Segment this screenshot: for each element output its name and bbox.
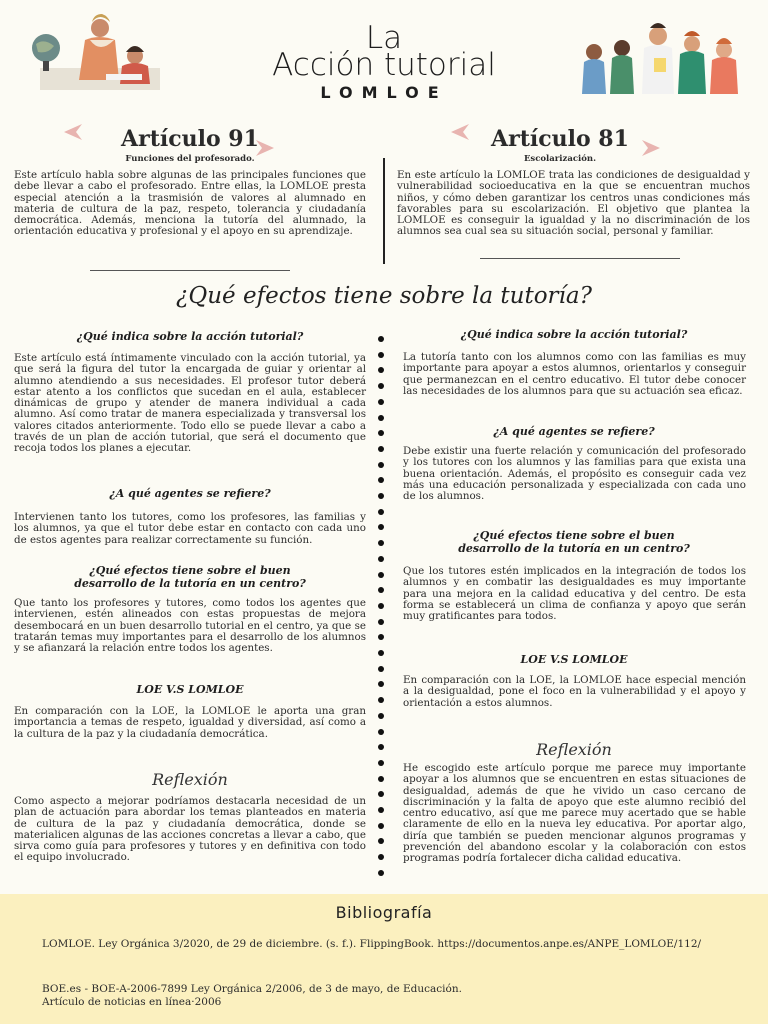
divider-dot xyxy=(378,430,384,436)
articulo-81-subtitle: Escolarización. xyxy=(523,154,597,164)
right-heading-agentes: ¿A qué agentes se refiere? xyxy=(493,425,655,438)
question-heading: ¿Qué efectos tiene sobre la tutoría? xyxy=(176,283,592,309)
divider-dot xyxy=(378,493,384,499)
divider-dot xyxy=(378,462,384,468)
divider-dot xyxy=(378,367,384,373)
divider-dot xyxy=(378,650,384,656)
divider-dot xyxy=(378,524,384,530)
divider-dot xyxy=(378,399,384,405)
divider-dot xyxy=(378,697,384,703)
title-la: La xyxy=(365,20,403,56)
articulo-91-underline xyxy=(90,270,290,271)
left-text-loe: En comparación con la LOE, la LOMLOE le aporta una gran importancia a temas de respeto, igualdad y diversidad, así como a la cultura de la paz y la ciudadanía democrática. xyxy=(14,705,366,740)
divider-dot xyxy=(378,729,384,735)
divider-dot xyxy=(378,540,384,546)
left-heading-accion: ¿Qué indica sobre la acción tutorial? xyxy=(76,330,304,343)
right-heading-efectos-1: ¿Qué efectos tiene sobre el buen xyxy=(473,529,675,542)
divider-dot xyxy=(378,415,384,421)
divider-dot xyxy=(378,823,384,829)
divider-dot xyxy=(378,509,384,515)
bibliography-ref-1: LOMLOE. Ley Orgánica 3/2020, de 29 de diciembre. (s. f.). FlippingBook. https://documentos.anpe.es/ANPE_LOMLOE/112/ xyxy=(42,938,702,950)
divider-dot xyxy=(378,744,384,750)
divider-dot xyxy=(378,603,384,609)
left-heading-efectos-2: desarrollo de la tutoría en un centro? xyxy=(74,577,306,590)
divider-dot xyxy=(378,854,384,860)
left-heading-efectos-1: ¿Qué efectos tiene sobre el buen xyxy=(89,564,291,577)
right-text-agentes: Debe existir una fuerte relación y comunicación del profesorado y los tutores con los alumnos y las familias para que exista una buena orientación. Además, el propósito es conseguir cada vez más una educación personalizada y especializada con cada uno de los alumnos. xyxy=(403,445,746,503)
divider-dot xyxy=(378,791,384,797)
left-text-accion: Este artículo está íntimamente vinculado con la acción tutorial, ya que será la figura del tutor la encargada de guiar y orientar al alumno atendiendo a sus necesidades. El profesor tutor deberá estar atento a los conflictos que sucedan en el aula, establecer dinámicas de grupo y atender de manera individual a cada alumno. Así como tratar de manera especializada y transversal los valores citados anteriormente. Todo ello se puede llevar a cabo a través de un plan de acción tutorial, que será el documento que recoja todos los planes a ejecutar. xyxy=(14,352,366,455)
title-subtitle: LOMLOE xyxy=(320,83,448,102)
right-reflexion-title: Reflexión xyxy=(536,740,612,759)
left-heading-agentes: ¿A qué agentes se refiere? xyxy=(109,487,271,500)
articulo-81-underline xyxy=(480,258,680,259)
bibliography-ref-2b: Artículo de noticias en línea·2006 xyxy=(42,996,222,1008)
divider-dot xyxy=(378,619,384,625)
articulo-81-text: En este artículo la LOMLOE trata las condiciones de desigualdad y vulnerabilidad socioeducativa en la que se encuentran muchos niños, y cómo deben garantizar los centros unas condiciones más favorables para su escolarización. El objetivo que plantea la LOMLOE es conseguir la igualdad y la no discriminación de los alumnos sea cual sea su situación social, personal y familiar. xyxy=(397,169,750,238)
divider-dot xyxy=(378,446,384,452)
divider-dot xyxy=(378,838,384,844)
left-text-efectos: Que tanto los profesores y tutores, como todos los agentes que intervienen, estén alineados con estas propuestas de mejora desembocará en un buen desarrollo tutorial en el centro, ya que se tratarán temas muy importantes para el desarrollo de los alumnos y se afianzará la relación entre todos los agentes. xyxy=(14,597,366,655)
articulo-91-subtitle: Funciones del profesorado. xyxy=(125,154,255,164)
left-text-agentes: Intervienen tanto los tutores, como los profesores, las familias y los alumnos, ya que el tutor debe estar en contacto con cada uno de estos agentes para realizar correctamente su función. xyxy=(14,511,366,546)
divider-dot xyxy=(378,807,384,813)
divider-dot xyxy=(378,713,384,719)
right-reflexion-text: He escogido este artículo porque me parece muy importante apoyar a los alumnos que se encuentren en estas situaciones de desigualdad, además de que he vivido un caso cercano de discriminación y la falta de apoyo que este alumno recibió del centro educativo, así que me parece muy acertado que se hable claramente de ello en la nueva ley educativa. Por aportar algo, diría que también se pueden mencionar algunos programas y prevención del abandono escolar y la colaboración con estos programas podría fortalecer dicha calidad educativa. xyxy=(403,762,746,865)
divider-dot xyxy=(378,556,384,562)
divider-dot xyxy=(378,681,384,687)
top-vertical-divider xyxy=(383,158,385,264)
bibliography-ref-2a: BOE.es - BOE-A-2006-7899 Ley Orgánica 2/2006, de 3 de mayo, de Educación. xyxy=(42,983,462,995)
right-text-accion: La tutoría tanto con los alumnos como con las familias es muy importante para apoyar a estos alumnos, orientarlos y conseguir que permanezcan en el centro educativo. El tutor debe conocer las necesidades de los alumnos para que su actuación sea eficaz. xyxy=(403,351,746,397)
divider-dot xyxy=(378,336,384,342)
bibliography-title: Bibliografía xyxy=(335,903,433,922)
left-heading-loe: LOE V.S LOMLOE xyxy=(136,683,244,696)
divider-dot xyxy=(378,587,384,593)
divider-dot xyxy=(378,776,384,782)
right-text-efectos: Que los tutores estén implicados en la integración de todos los alumnos y en combatir las desigualdades es muy importante para una mejora en la calidad educativa y del centro. De esta forma se establecerá un clima de confianza y apoyo que serán muy gratificantes para todos. xyxy=(403,565,746,623)
divider-dot xyxy=(378,477,384,483)
divider-dot xyxy=(378,352,384,358)
articulo-91-text: Este artículo habla sobre algunas de las principales funciones que debe llevar a cabo el profesorado. Entre ellas, la LOMLOE presta especial atención a la trasmisión de valores al alumnado en materia de cultura de la paz, respeto, tolerancia y ciudadanía democrática. Además, menciona la tutoría del alumnado, la orientación educativa y profesional y el apoyo en su aprendizaje. xyxy=(14,169,366,238)
left-reflexion-text: Como aspecto a mejorar podríamos destacarla necesidad de un plan de actuación para abordar los temas planteados en materia de cultura de la paz y ciudadanía democrática, donde se materialicen algunas de las acciones concretas a llevar a cabo, que sirva como guía para profesores y tutores y en definitiva con todo el equipo involucrado. xyxy=(14,795,366,864)
right-heading-accion: ¿Qué indica sobre la acción tutorial? xyxy=(460,328,688,341)
articulo-81-title: Artículo 81 xyxy=(491,126,629,152)
left-reflexion-title: Reflexión xyxy=(152,770,228,789)
right-heading-loe: LOE V.S LOMLOE xyxy=(520,653,628,666)
divider-dot xyxy=(378,383,384,389)
right-text-loe: En comparación con la LOE, la LOMLOE hace especial mención a la desigualdad, pone el foco en la vulnerabilidad y el apoyo y orientación a estos alumnos. xyxy=(403,674,746,709)
divider-dot xyxy=(378,666,384,672)
page-title: Acción tutorial xyxy=(272,47,496,83)
divider-dot xyxy=(378,760,384,766)
articulo-91-title: Artículo 91 xyxy=(121,126,259,152)
divider-dot xyxy=(378,870,384,876)
divider-dot xyxy=(378,572,384,578)
right-heading-efectos-2: desarrollo de la tutoría en un centro? xyxy=(458,542,690,555)
divider-dot xyxy=(378,634,384,640)
